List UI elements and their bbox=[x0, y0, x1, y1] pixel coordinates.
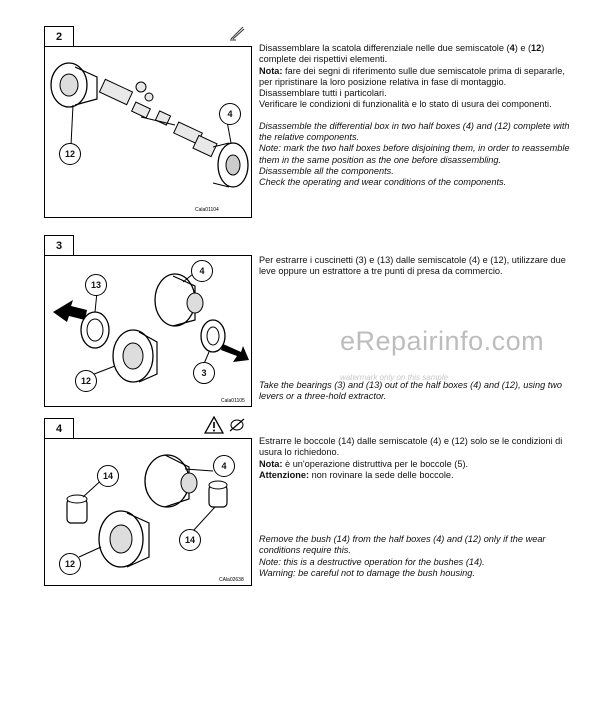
en-warning: Warning: be careful not to damage the bush housing. bbox=[259, 567, 475, 578]
callout-14: 14 bbox=[179, 529, 201, 551]
en-line-4: Check the operating and wear conditions of the components. bbox=[259, 177, 507, 188]
it-main: Estrarre le boccole (14) dalle semiscatole (4) e (12) solo se le condizioni di usura lo richiedono. bbox=[259, 436, 563, 458]
it-nota: Nota: è un'operazione distruttiva per le boccole (5). bbox=[259, 458, 469, 469]
figure-4 bbox=[44, 438, 252, 586]
no-tool-icon bbox=[228, 417, 246, 433]
watermark-site: eRepairinfo.com bbox=[340, 326, 545, 356]
en-note: Note: this is a destructive operation for the bushes (14). bbox=[259, 556, 485, 567]
it-line-1: Disassemblare la scatola differenziale nelle due semiscatole (4) e (12) bbox=[259, 43, 545, 53]
it-line-4: Disassemblare tutti i particolari. bbox=[259, 88, 387, 99]
figure-code: Cala01105 bbox=[221, 398, 245, 404]
step-3-text-en bbox=[259, 380, 577, 403]
en-paragraph: Take the bearings (3) and (13) out of the half boxes (4) and (12), using two levers or a three-hold extractor. bbox=[259, 380, 563, 402]
watermark-note: watermark only on this sample bbox=[340, 373, 449, 382]
callout-4: 4 bbox=[191, 260, 213, 282]
step-4-text-en bbox=[259, 534, 577, 579]
callout-3: 3 bbox=[193, 362, 215, 384]
figure-2 bbox=[44, 46, 252, 218]
step-2-text bbox=[259, 43, 577, 189]
warning-icon bbox=[204, 416, 224, 434]
en-note: Note: mark the two half boxes before disjoining them, in order to reassemble them in the same position as the one before disassembling. bbox=[259, 143, 570, 165]
en-main: Remove the bush (14) from the half boxes (4) and (12) only if the wear conditions require this. bbox=[259, 534, 546, 556]
figure-code: Cala01104 bbox=[195, 207, 219, 213]
tool-icon bbox=[228, 24, 246, 42]
step-4-text bbox=[259, 436, 577, 481]
step-number: 2 bbox=[44, 26, 74, 48]
figure-code: CAla02638 bbox=[219, 577, 244, 583]
callout-12: 12 bbox=[59, 143, 81, 165]
step-number: 3 bbox=[44, 235, 74, 257]
callout-12: 12 bbox=[75, 370, 97, 392]
step-number: 4 bbox=[44, 418, 74, 440]
it-attenzione: Attenzione: non rovinare la sede delle boccole. bbox=[259, 469, 454, 480]
shaft-assembly-illustration bbox=[45, 47, 251, 217]
step-3-text bbox=[259, 255, 577, 278]
callout-12: 12 bbox=[59, 553, 81, 575]
en-line-1: Disassemble the differential box in two half boxes (4) and (12) complete with the relative components. bbox=[259, 120, 570, 143]
it-paragraph: Per estrarre i cuscinetti (3) e (13) dalle semiscatole (4) e (12), utilizzare due leve oppure un estrattore a tre punti di presa da commercio. bbox=[259, 255, 566, 277]
it-note: Nota: fare dei segni di riferimento sulle due semiscatole prima di separarle, per ripristinare la loro posizione relativa in fase di montaggio. bbox=[259, 65, 565, 87]
callout-4: 4 bbox=[219, 103, 241, 125]
it-line-2: complete dei rispettivi elementi. bbox=[259, 54, 388, 65]
callout-13: 13 bbox=[85, 274, 107, 296]
it-line-5: Verificare le condizioni di funzionalità e lo stato di usura dei componenti. bbox=[259, 99, 552, 110]
callout-14: 14 bbox=[97, 465, 119, 487]
en-line-3: Disassemble all the components. bbox=[259, 165, 394, 176]
figure-3 bbox=[44, 255, 252, 407]
callout-4: 4 bbox=[213, 455, 235, 477]
